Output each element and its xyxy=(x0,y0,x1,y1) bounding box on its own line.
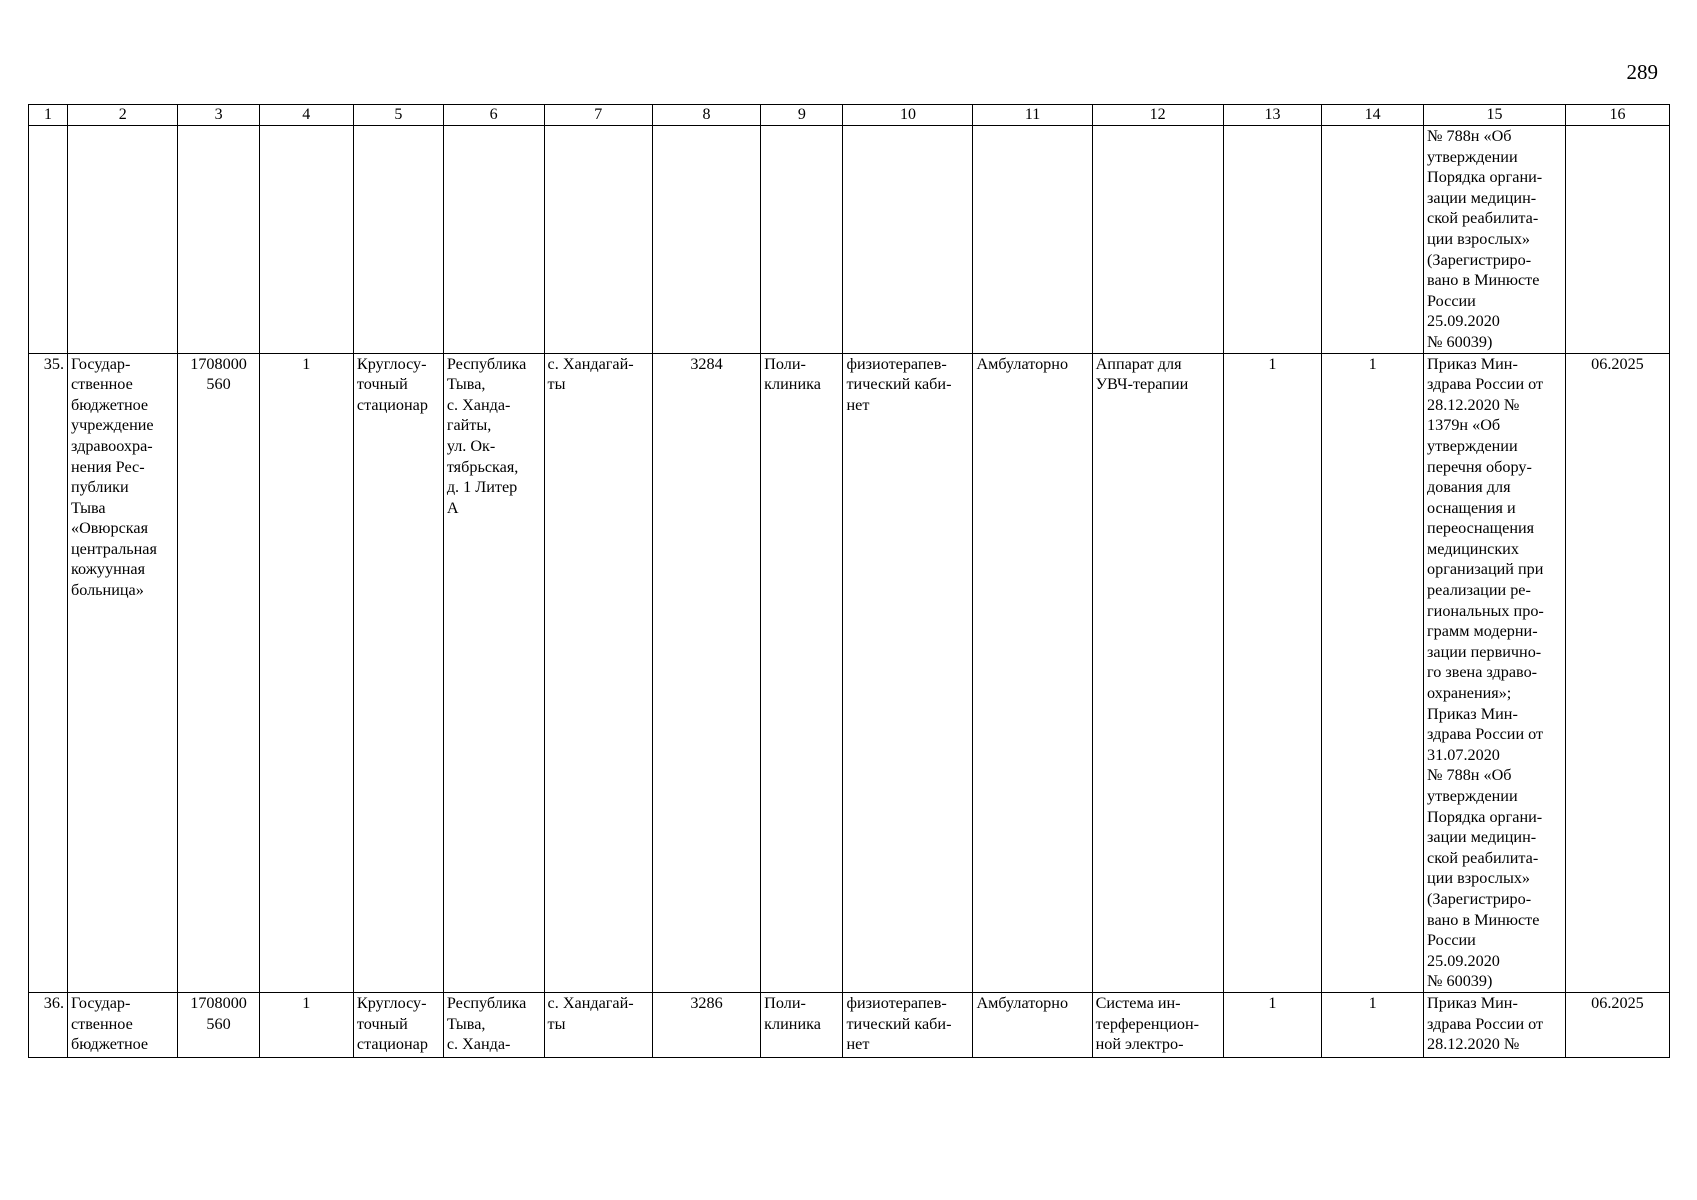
address-cell: Республика Тыва, с. Ханда- xyxy=(443,992,544,1057)
header-cell: 15 xyxy=(1424,105,1566,126)
page-number: 289 xyxy=(1626,60,1658,84)
empty-cell xyxy=(67,126,177,354)
empty-cell xyxy=(1092,126,1223,354)
code-cell: 1708000 560 xyxy=(178,992,259,1057)
header-cell: 11 xyxy=(973,105,1092,126)
empty-cell xyxy=(353,126,443,354)
regulatory-basis-cell: Приказ Мин- здрава России от 28.12.2020 № 1379н «Об утверждении перечня обору- дования для оснащения и переоснащения медицинских организаций при реализации ре- гиональных про- грамм модерни- зации первично- го звена здраво- охранения»; Приказ Мин- здрава России от 31.07.2020 № 788н «Об утверждении Порядка органи- зации медицин- ской реабилита- ции взрослых» (Зарегистриро- вано в Минюсте России 25.09.2020 № 60039) xyxy=(1424,353,1566,992)
mode-cell: Круглосу- точный стационар xyxy=(353,353,443,992)
count-cell: 1 xyxy=(259,353,353,992)
empty-cell xyxy=(178,126,259,354)
column-number-header xyxy=(29,105,1670,126)
equipment-cell: Аппарат для УВЧ-терапии xyxy=(1092,353,1223,992)
locality-cell: с. Хандагай- ты xyxy=(544,992,652,1057)
quantity-cell: 1 xyxy=(1223,992,1322,1057)
empty-cell xyxy=(1322,126,1424,354)
empty-cell xyxy=(843,126,973,354)
header-cell: 5 xyxy=(353,105,443,126)
quantity-cell: 1 xyxy=(1322,353,1424,992)
header-cell: 1 xyxy=(29,105,68,126)
header-cell: 12 xyxy=(1092,105,1223,126)
cabinet-cell: физиотерапев- тический каби- нет xyxy=(843,992,973,1057)
value-cell: 3286 xyxy=(652,992,760,1057)
care-type-cell: Амбулаторно xyxy=(973,992,1092,1057)
empty-cell xyxy=(1223,126,1322,354)
header-cell: 3 xyxy=(178,105,259,126)
address-cell: Республика Тыва, с. Ханда- гайты, ул. Ок- тябрьская, д. 1 Литер А xyxy=(443,353,544,992)
regulatory-basis-cell: Приказ Мин- здрава России от 28.12.2020 № xyxy=(1424,992,1566,1057)
header-cell: 4 xyxy=(259,105,353,126)
department-cell: Поли- клиника xyxy=(761,992,843,1057)
code-cell: 1708000 560 xyxy=(178,353,259,992)
table-row xyxy=(29,353,1670,992)
header-cell: 13 xyxy=(1223,105,1322,126)
department-cell: Поли- клиника xyxy=(761,353,843,992)
empty-cell xyxy=(652,126,760,354)
count-cell: 1 xyxy=(259,992,353,1057)
header-cell: 8 xyxy=(652,105,760,126)
empty-cell xyxy=(761,126,843,354)
locality-cell: с. Хандагай- ты xyxy=(544,353,652,992)
header-cell: 16 xyxy=(1565,105,1669,126)
row-number: 36. xyxy=(29,992,68,1057)
header-cell: 9 xyxy=(761,105,843,126)
care-type-cell: Амбулаторно xyxy=(973,353,1092,992)
value-cell: 3284 xyxy=(652,353,760,992)
quantity-cell: 1 xyxy=(1322,992,1424,1057)
header-cell: 14 xyxy=(1322,105,1424,126)
header-cell: 6 xyxy=(443,105,544,126)
date-cell: 06.2025 xyxy=(1565,353,1669,992)
institution-cell: Государ- ственное бюджетное учреждение здравоохра- нения Рес- публики Тыва «Овюрская центральная кожуунная больница» xyxy=(67,353,177,992)
equipment-cell: Система ин- терференцион- ной электро- xyxy=(1092,992,1223,1057)
continuation-row xyxy=(29,126,1670,354)
regulatory-basis-cell: № 788н «Об утверждении Порядка органи- зации медицин- ской реабилита- ции взрослых» (Зарегистриро- вано в Минюсте России 25.09.2020 № 60039) xyxy=(1424,126,1566,354)
mode-cell: Круглосу- точный стационар xyxy=(353,992,443,1057)
empty-cell xyxy=(544,126,652,354)
empty-cell xyxy=(1565,126,1669,354)
header-cell: 10 xyxy=(843,105,973,126)
cabinet-cell: физиотерапев- тический каби- нет xyxy=(843,353,973,992)
header-cell: 2 xyxy=(67,105,177,126)
quantity-cell: 1 xyxy=(1223,353,1322,992)
header-cell: 7 xyxy=(544,105,652,126)
empty-cell xyxy=(443,126,544,354)
table-row xyxy=(29,992,1670,1057)
empty-cell xyxy=(29,126,68,354)
row-number: 35. xyxy=(29,353,68,992)
institution-cell: Государ- ственное бюджетное xyxy=(67,992,177,1057)
empty-cell xyxy=(973,126,1092,354)
empty-cell xyxy=(259,126,353,354)
equipment-table xyxy=(28,104,1670,1058)
date-cell: 06.2025 xyxy=(1565,992,1669,1057)
